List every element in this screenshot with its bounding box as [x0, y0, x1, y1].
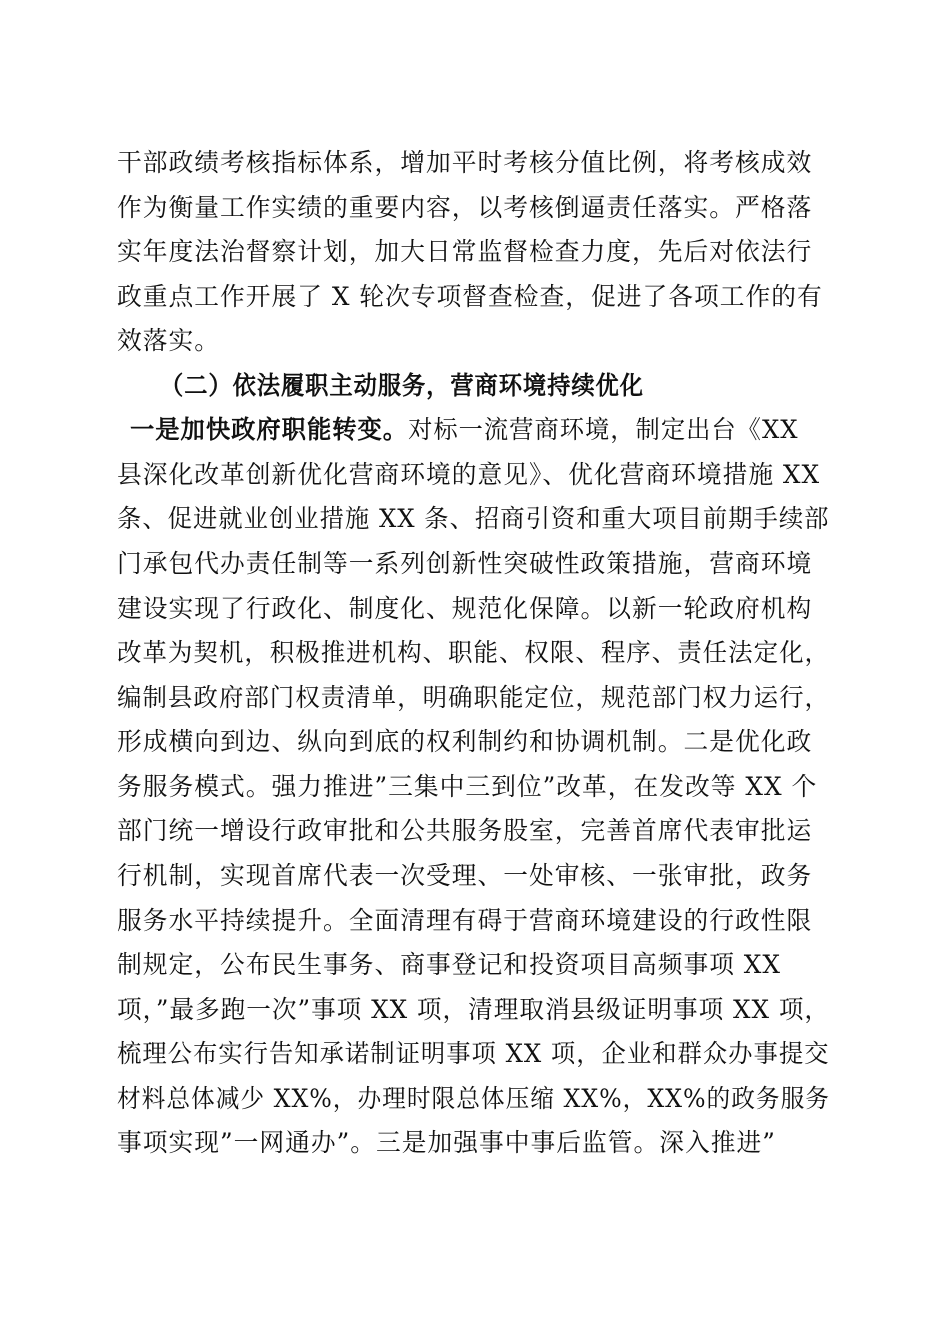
body-text-fragment: 对标一流营商环境，制定出台《XX: [408, 415, 799, 444]
body-text-line: 形成横向到边、纵向到底的权利制约和协调机制。二是优化政: [117, 727, 813, 756]
body-text-line: 事项实现”一网通办”。三是加强事中事后监管。深入推进”: [117, 1128, 776, 1157]
body-text-line: 改革为契机，积极推进机构、职能、权限、程序、责任法定化，: [117, 638, 831, 667]
body-text-line: 项，”最多跑一次”事项 XX 项，清理取消县级证明事项 XX 项，: [117, 995, 831, 1024]
body-text-line: 行机制，实现首席代表一次受理、一处审核、一张审批，政务: [117, 861, 813, 890]
body-text-line: 编制县政府部门权责清单，明确职能定位，规范部门权力运行，: [117, 683, 831, 712]
body-text-line: 部门统一增设行政审批和公共服务股室，完善首席代表审批运: [117, 816, 813, 845]
body-text-line: 梳理公布实行告知承诺制证明事项 XX 项，企业和群众办事提交: [117, 1039, 830, 1068]
body-text-line: 材料总体减少 XX%，办理时限总体压缩 XX%，XX%的政务服务: [117, 1084, 830, 1113]
section-heading: （二）依法履职主动服务，营商环境持续优化: [160, 371, 644, 400]
paragraph-first-line: [130, 415, 830, 445]
body-text-line: 效落实。: [117, 326, 221, 355]
body-text-line: 县深化改革创新优化营商环境的意见》、优化营商环境措施 XX: [117, 460, 821, 489]
body-text-line: 务服务模式。强力推进”三集中三到位”改革，在发改等 XX 个: [117, 772, 818, 801]
body-text-line: 制规定，公布民生事务、商事登记和投资项目高频事项 XX: [117, 950, 782, 979]
body-text-line: 服务水平持续提升。全面清理有碍于营商环境建设的行政性限: [117, 906, 813, 935]
body-text-line: 门承包代办责任制等一系列创新性突破性政策措施，营商环境: [117, 549, 813, 578]
body-text-line: 实年度法治督察计划，加大日常监督检查力度，先后对依法行: [117, 237, 813, 266]
body-text-line: 干部政绩考核指标体系，增加平时考核分值比例，将考核成效: [117, 148, 813, 177]
body-text-line: 政重点工作开展了 X 轮次专项督查检查，促进了各项工作的有: [117, 282, 823, 311]
body-text-line: 作为衡量工作实绩的重要内容，以考核倒逼责任落实。严格落: [117, 193, 813, 222]
body-text-line: 条、促进就业创业措施 XX 条、招商引资和重大项目前期手续部: [117, 504, 830, 533]
subheading-one: 一是加快政府职能转变。: [130, 415, 409, 444]
body-text-line: 建设实现了行政化、制度化、规范化保障。以新一轮政府机构: [117, 594, 813, 623]
